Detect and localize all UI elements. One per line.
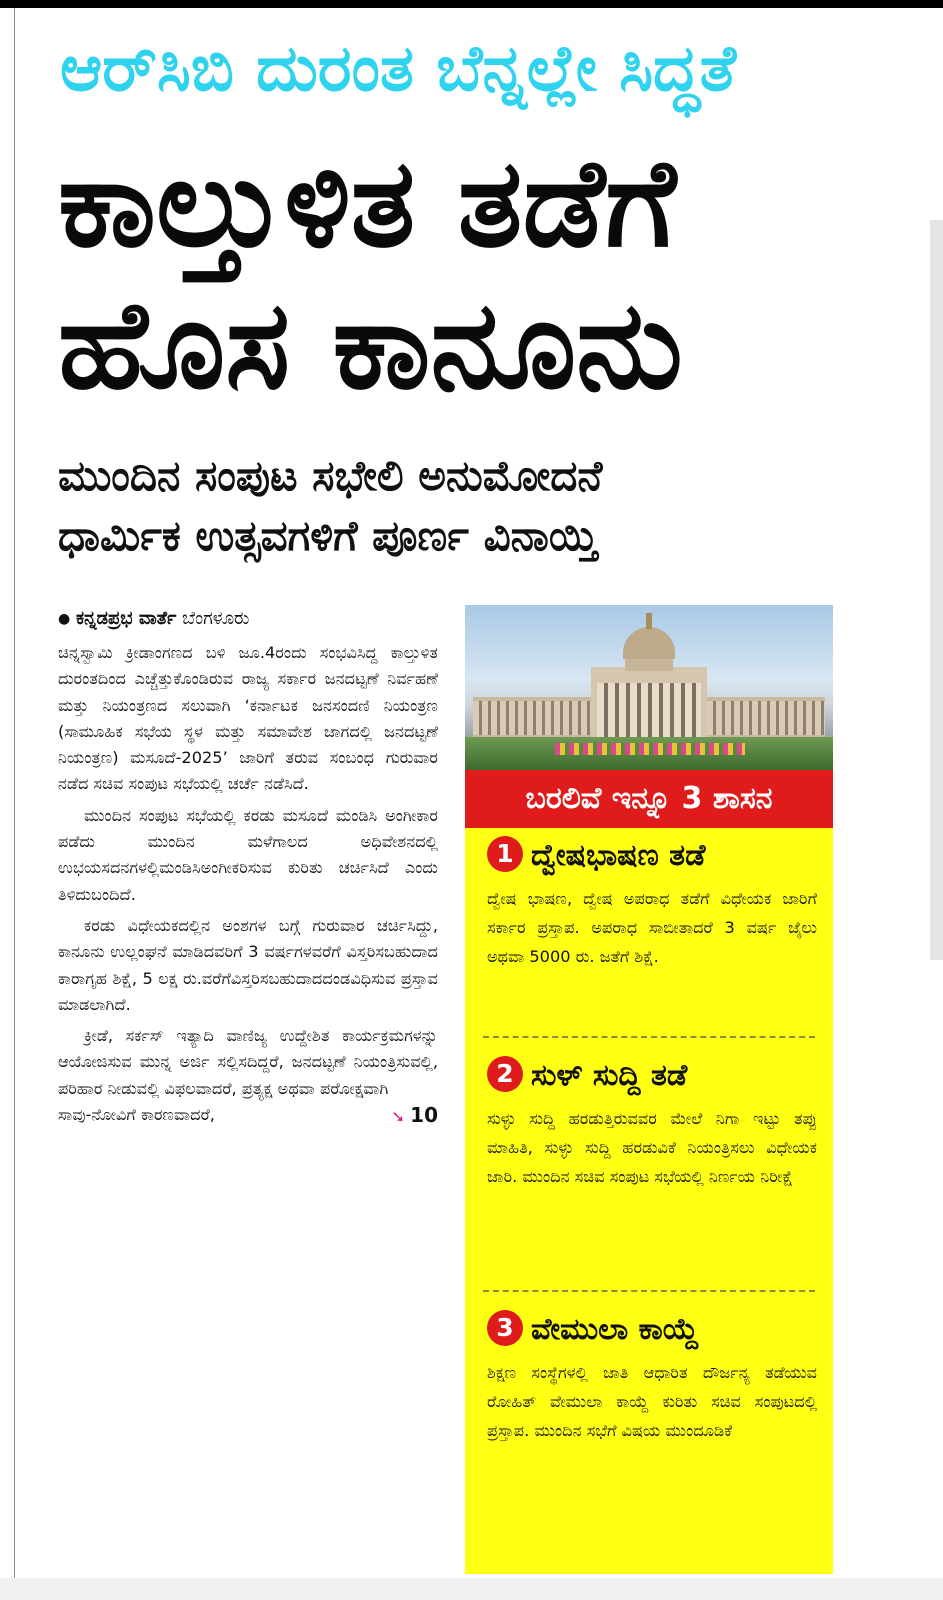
dome — [623, 627, 675, 659]
number-badge: 3 — [487, 1310, 523, 1346]
sidebar-item-heading: ಸುಳ್ ಸುದ್ದಿ ತಡೆ — [531, 1058, 688, 1093]
sidebar-item-title — [487, 1054, 817, 1098]
subhead-line-2: ಧಾರ್ಮಿಕ ಉತ್ಸವಗಳಿಗೆ ಪೂರ್ಣ ವಿನಾಯ್ತಿ — [58, 511, 598, 560]
flower-bed — [555, 743, 745, 755]
page-edge-shadow — [930, 220, 943, 960]
dome-finial — [646, 613, 652, 629]
sidebar-item-text: ಶಿಕ್ಷಣ ಸಂಸ್ಥೆಗಳಲ್ಲಿ ಜಾತಿ ಆಧಾರಿತ ದೌರ್ಜನ್ಯ ತಡೆಯುವ ರೋಹಿತ್ ವೇಮುಲಾ ಕಾಯ್ದೆ ಕುರಿತು ಸಚಿವ ಸಂಪುಟದಲ್ಲಿ ಪ್ರಸ್ತಾಪ. ಮುಂದಿನ ಸಭೆಗೆ ವಿಷಯ ಮುಂದೂಡಿಕೆ — [487, 1363, 817, 1440]
dashed-divider — [483, 1036, 815, 1038]
dashed-divider — [483, 1290, 815, 1292]
sidebar-item-heading: ದ್ವೇಷಭಾಷಣ ತಡೆ — [531, 838, 706, 873]
sidebar-box — [465, 828, 833, 1574]
sidebar-item-fake-news — [487, 1054, 817, 1191]
jump-arrow-icon: ➘ — [391, 1107, 405, 1127]
sidebar-item-text: ದ್ವೇಷ ಭಾಷಣ, ದ್ವೇಷ ಅಪರಾಧ ತಡೆಗೆ ವಿಧೇಯಕ ಜಾರಿಗೆ ಸರ್ಕಾರ ಪ್ರಸ್ತಾಪ. ಅಪರಾಧ ಸಾಬೀತಾದರೆ 3 ವರ್ಷ ಜೈಲು ಅಥವಾ 5000 ರು. ಜತೆಗೆ ಶಿಕ್ಷೆ. — [487, 889, 817, 966]
jump-page-number: 10 — [410, 1103, 438, 1128]
number-badge: 2 — [487, 1056, 523, 1092]
sidebar-item-text: ಸುಳ್ಳು ಸುದ್ದಿ ಹರಡುತ್ತಿರುವವರ ಮೇಲೆ ನಿಗಾ ಇಟ್ಟು ತಪ್ಪು ಮಾಹಿತಿ, ಸುಳ್ಳು ಸುದ್ದಿ ಹರಡುವಿಕೆ ನಿಯಂತ್ರಿಸಲು ವಿಧೇಯಕ ಜಾರಿ. ಮುಂದಿನ ಸಚಿವ ಸಂಪುಟ ಸಭೆಯಲ್ಲಿ ನಿರ್ಣಯ ನಿರೀಕ್ಷೆ — [487, 1109, 817, 1186]
article-paragraph: ಕ್ರೀಡೆ, ಸರ್ಕಸ್ ಇತ್ಯಾದಿ ವಾಣಿಜ್ಯ ಉದ್ದೇಶಿತ ಕಾರ್ಯಕ್ರಮಗಳನ್ನು ಆಯೋಜಿಸುವ ಮುನ್ನ ಅರ್ಜಿ ಸಲ್ಲಿಸದಿದ್ದರೆ, ಜನದಟ್ಟಣೆ ನಿಯಂತ್ರಿಸುವಲ್ಲಿ, ಪರಿಹಾರ ನೀಡುವಲ್ಲಿ ವಿಫಲವಾದರೆ, ಪ್ರತ್ಯಕ್ಷ ಅಥವಾ ಪರೋಕ್ಷವಾಗಿ — [58, 1026, 438, 1098]
sidebar-item-hate-speech — [487, 834, 817, 971]
article-paragraph: ಚಿನ್ನಸ್ವಾಮಿ ಕ್ರೀಡಾಂಗಣದ ಬಳಿ ಜೂ.4ರಂದು ಸಂಭವಿಸಿದ್ದ ಕಾಲ್ತುಳಿತ ದುರಂತದಿಂದ ಎಚ್ಚೆತ್ತುಕೊಂಡಿರುವ ರಾಜ್ಯ ಸರ್ಕಾರ ಜನದಟ್ಟಣೆ ನಿರ್ವಹಣೆ ಮತ್ತು ನಿಯಂತ್ರಣದ ಸಲುವಾಗಿ ‘ಕರ್ನಾಟಕ ಜನಸಂದಣಿ ನಿಯಂತ್ರಣ (ಸಾಮೂಹಿಕ ಸಭೆಯ ಸ್ಥಳ ಮತ್ತು ಸಮಾವೇಶ ಜಾಗದಲ್ಲಿ ಜನದಟ್ಟಣೆ ನಿಯಂತ್ರಣ) ಮಸೂದೆ-2025’ ಜಾರಿಗೆ ತರುವ ಸಂಬಂಧ ಗುರುವಾರ ನಡೆದ ಸಚಿವ ಸಂಪುಟ ಸಭೆಯಲ್ಲಿ ಚರ್ಚೆ ನಡೆಸಿದೆ. — [58, 643, 438, 794]
top-border — [0, 0, 943, 8]
bottom-bar — [0, 1578, 943, 1600]
byline — [58, 606, 448, 632]
article-last-line: ಸಾವು-ನೋವಿಗೆ ಕಾರಣವಾದರೆ, — [58, 1105, 215, 1125]
sub-headline — [58, 446, 858, 566]
headline-line-1: ಕಾಲ್ತುಳಿತ ತಡೆಗೆ — [58, 132, 676, 274]
sidebar-item-title — [487, 1308, 817, 1352]
sidebar-item-vemula-act — [487, 1308, 817, 1445]
headline-line-2: ಹೊಸ ಕಾನೂನು — [58, 274, 683, 416]
building-center-columns — [597, 683, 701, 737]
kicker-headline: ಆರ್‌ಸಿಬಿ ದುರಂತ ಬೆನ್ನಲ್ಲೇ ಸಿದ್ಧತೆ — [60, 32, 737, 106]
jump-reference[interactable] — [391, 1102, 438, 1130]
main-headline — [58, 132, 848, 416]
article-paragraph: ಮುಂದಿನ ಸಂಪುಟ ಸಭೆಯಲ್ಲಿ ಕರಡು ಮಸೂದೆ ಮಂಡಿಸಿ ಅಂಗೀಕಾರ ಪಡೆದು ಮುಂದಿನ ಮಳೆಗಾಲದ ಅಧಿವೇಶನದಲ್ಲಿ ಉಭಯಸದನಗಳಲ್ಲಿಮಂಡಿಸಿಅಂಗೀಕರಿಸುವ ಕುರಿತು ಚರ್ಚಿಸಿದೆ ಎಂದು ತಿಳಿದುಬಂದಿದೆ. — [58, 805, 438, 904]
sidebar-item-title — [487, 834, 817, 878]
sidebar-item-heading: ವೇಮುಲಾ ಕಾಯ್ದೆ — [531, 1312, 699, 1347]
bullet-icon: ● — [58, 611, 71, 627]
column-rule — [14, 8, 15, 1578]
vidhana-soudha-photo — [465, 605, 833, 770]
article-body — [58, 640, 438, 1130]
continuation-row — [58, 1102, 438, 1130]
subhead-line-1: ಮುಂದಿನ ಸಂಪುಟ ಸಭೇಲಿ ಅನುಮೋದನೆ — [58, 451, 603, 500]
sidebar-banner: ಬರಲಿವೆ ಇನ್ನೂ 3 ಶಾಸನ — [465, 770, 833, 828]
article-paragraph: ಕರಡು ವಿಧೇಯಕದಲ್ಲಿನ ಅಂಶಗಳ ಬಗ್ಗೆ ಗುರುವಾರ ಚರ್ಚಿಸಿದ್ದು, ಕಾನೂನು ಉಲ್ಲಂಘನೆ ಮಾಡಿದವರಿಗೆ 3 ವರ್ಷಗಳವರೆಗೆ ವಿಸ್ತರಿಸಬಹುದಾದ ಕಾರಾಗೃಹ ಶಿಕ್ಷೆ, 5 ಲಕ್ಷ ರು.ವರೆಗೆವಿಸ್ತರಿಸಬಹುದಾದದಂಡವಿಧಿಸುವ ಪ್ರಸ್ತಾವ ಮಾಡಲಾಗಿದೆ. — [58, 915, 438, 1014]
byline-agency: ಕನ್ನಡಪ್ರಭ ವಾರ್ತೆ — [75, 608, 177, 629]
byline-place: ಬೆಂಗಳೂರು — [182, 608, 250, 629]
number-badge: 1 — [487, 836, 523, 872]
